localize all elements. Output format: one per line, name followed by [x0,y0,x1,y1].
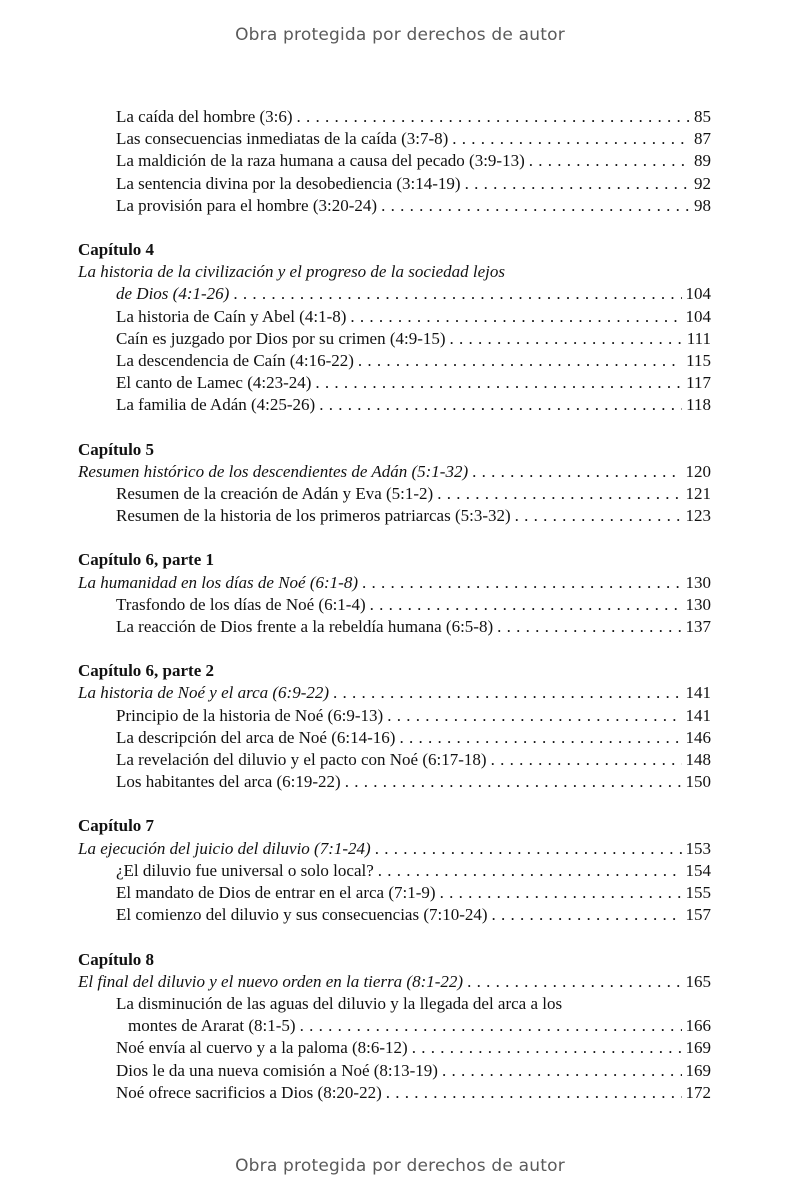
toc-entry-title: El final del diluvio y el nuevo orden en la tierra (8:1-22) [78,971,464,991]
toc-entry-title: Principio de la historia de Noé (6:9-13) [116,705,384,725]
toc-entry [78,860,711,882]
dot-leader [297,106,690,128]
toc-entry-page: 118 [686,395,711,415]
toc-entry-title: de Dios (4:1-26) [116,284,230,304]
toc-entry [78,106,711,128]
toc-entry-title: Los habitantes del arca (6:19-22) [116,772,341,792]
toc-entry-title: La historia de la civilización y el progreso de la sociedad lejos [78,262,505,282]
chapter-heading: Capítulo 8 [78,949,155,969]
toc-entry-page: 111 [686,328,711,348]
dot-leader [300,1015,682,1037]
dot-leader [370,594,682,616]
toc-section [78,815,711,926]
toc-entry-title: Resumen de la creación de Adán y Eva (5:1-2) [116,484,434,504]
dot-leader [491,749,682,771]
dot-leader [465,173,690,195]
dot-leader [450,328,683,350]
toc-entry-page: 87 [694,129,711,149]
toc-entry [78,394,711,416]
toc-entry-title: La historia de Caín y Abel (4:1-8) [116,306,347,326]
toc-entry [78,283,711,305]
toc-entry-page: 92 [694,173,711,193]
toc-entry [78,572,711,594]
toc-entry-page: 104 [685,306,711,326]
toc-entry [78,505,711,527]
toc-entry-title: El comienzo del diluvio y sus consecuencias (7:10-24) [116,905,488,925]
toc-entry [78,1015,711,1037]
dot-leader [442,1060,682,1082]
chapter-heading: Capítulo 6, parte 1 [78,550,214,570]
dot-leader [362,572,681,594]
toc-section [78,106,711,217]
toc-entry [78,771,711,793]
toc-entry [78,682,711,704]
toc-entry-title: La caída del hombre (3:6) [116,107,293,126]
toc-entry-page: 85 [694,107,711,126]
toc-entry [78,328,711,350]
toc-entry-title: La historia de Noé y el arca (6:9-22) [78,683,330,703]
toc-entry-title: La descendencia de Caín (4:16-22) [116,351,354,371]
toc-section [78,660,711,793]
dot-leader [387,705,681,727]
toc-entry-title: Resumen de la historia de los primeros patriarcas (5:3-32) [116,506,511,526]
toc-entry-page: 89 [694,151,711,171]
toc-entry-title: ¿El diluvio fue universal o solo local? [116,860,374,880]
toc-entry-title: La familia de Adán (4:25-26) [116,395,316,415]
toc-entry-page: 141 [685,683,711,703]
dot-leader [472,461,681,483]
toc-entry [78,616,711,638]
toc-entry [78,195,711,217]
toc-entry [78,350,711,372]
toc-entry [78,173,711,195]
toc-entry-title: Dios le da una nueva comisión a Noé (8:13-19) [116,1060,438,1080]
toc-entry-page: 154 [685,860,711,880]
toc-entry-page: 157 [685,905,711,925]
toc-entry [78,705,711,727]
dot-leader [437,483,681,505]
toc-entry-page: 137 [685,617,711,637]
toc-entry-page: 130 [685,572,711,592]
toc-entry-title: Caín es juzgado por Dios por su crimen (4:9-15) [116,328,446,348]
toc-entry [78,306,711,328]
chapter-heading: Capítulo 5 [78,439,155,459]
toc-entry-title: Las consecuencias inmediatas de la caída (3:7-8) [116,129,449,149]
toc-entry-page: 155 [685,883,711,903]
toc-entry-title: La maldición de la raza humana a causa del pecado (3:9-13) [116,151,525,171]
dot-leader [333,682,681,704]
toc-entry [78,372,711,394]
dot-leader [529,150,690,172]
dot-leader [233,283,681,305]
toc-entry-page: 166 [685,1016,711,1036]
toc-entry-title: Trasfondo de los días de Noé (6:1-4) [116,594,366,614]
toc-entry-title: El mandato de Dios de entrar en el arca (7:1-9) [116,883,436,903]
dot-leader [412,1037,682,1059]
toc-entry-page: 117 [686,373,711,393]
toc-entry-title: La provisión para el hombre (3:20-24) [116,195,378,215]
toc-entry-title: La revelación del diluvio y el pacto con Noé (6:17-18) [116,750,487,770]
toc-entry [78,1037,711,1059]
toc-entry [78,128,711,150]
dot-leader [467,971,681,993]
toc-entry-page: 165 [685,971,711,991]
dot-leader [497,616,681,638]
toc-entry-page: 98 [694,195,711,215]
chapter-heading: Capítulo 4 [78,240,155,260]
toc-entry [78,971,711,993]
dot-leader [381,195,690,217]
toc-section [78,239,711,417]
toc-entry-title: La descripción del arca de Noé (6:14-16) [116,727,396,747]
dot-leader [399,727,681,749]
toc-entry-page: 141 [685,705,711,725]
toc-entry-page: 148 [685,750,711,770]
chapter-heading: Capítulo 6, parte 2 [78,661,214,681]
toc-entry [78,483,711,505]
dot-leader [452,128,690,150]
dot-leader [345,771,682,793]
toc-entry-title: La sentencia divina por la desobediencia (3:14-19) [116,173,461,193]
toc-entry-title: La reacción de Dios frente a la rebeldía humana (6:5-8) [116,617,494,637]
dot-leader [440,882,682,904]
toc-entry [78,594,711,616]
toc-section [78,439,711,528]
toc-entry [78,838,711,860]
toc-entry [78,1060,711,1082]
toc-entry [78,1082,711,1104]
toc-entry [78,150,711,172]
toc-entry-page: 169 [685,1038,711,1058]
toc-entry [78,727,711,749]
toc-entry-title: Resumen histórico de los descendientes de Adán (5:1-32) [78,461,469,481]
toc-entry-title: Noé envía al cuervo y a la paloma (8:6-12) [116,1038,408,1058]
toc-entry-page: 153 [685,838,711,858]
toc-entry [78,882,711,904]
table-of-contents [78,106,711,1126]
toc-entry [78,749,711,771]
dot-leader [350,306,681,328]
toc-section [78,549,711,638]
toc-entry-title: La humanidad en los días de Noé (6:1-8) [78,572,359,592]
toc-entry-title: La ejecución del juicio del diluvio (7:1-24) [78,838,371,858]
toc-entry-title: La disminución de las aguas del diluvio y la llegada del arca a los [116,993,563,1013]
toc-entry-page: 120 [685,461,711,481]
toc-entry-page: 150 [685,772,711,792]
dot-leader [386,1082,682,1104]
dot-leader [378,860,682,882]
toc-entry-title: montes de Ararat (8:1-5) [128,1016,296,1036]
dot-leader [315,372,682,394]
watermark-top: Obra protegida por derechos de autor [235,25,565,45]
toc-entry-page: 169 [685,1060,711,1080]
toc-entry-page: 115 [686,351,711,371]
toc-entry-page: 104 [685,284,711,304]
dot-leader [358,350,682,372]
toc-section [78,949,711,1104]
dot-leader [319,394,682,416]
toc-entry-page: 123 [685,506,711,526]
toc-entry-page: 172 [685,1082,711,1102]
toc-entry-page: 121 [685,484,711,504]
toc-entry-title: El canto de Lamec (4:23-24) [116,373,312,393]
toc-entry [78,461,711,483]
dot-leader [375,838,682,860]
toc-entry-page: 130 [685,594,711,614]
dot-leader [492,904,682,926]
watermark-bottom: Obra protegida por derechos de autor [235,1156,565,1176]
toc-entry [78,904,711,926]
chapter-heading: Capítulo 7 [78,816,155,836]
dot-leader [515,505,682,527]
toc-entry-page: 146 [685,727,711,747]
toc-entry-title: Noé ofrece sacrificios a Dios (8:20-22) [116,1082,382,1102]
